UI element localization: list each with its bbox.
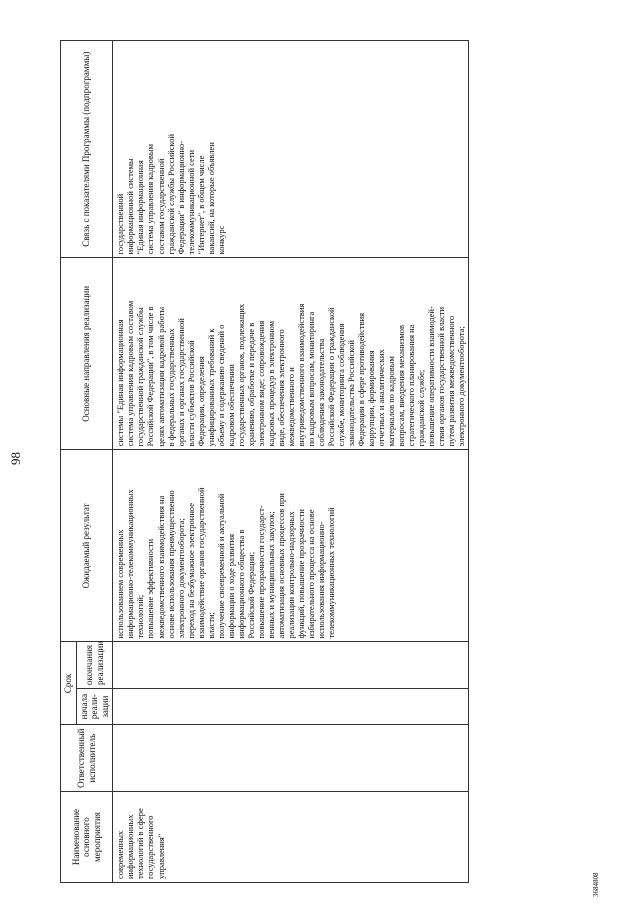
header-link: Связь с показателями Программы (подпрограммы) — [61, 41, 113, 258]
header-term: Срок — [61, 642, 77, 725]
cell-name: современных информационных технологий в сфере государственного управления" — [113, 792, 469, 883]
header-directions: Основные направления реализации — [61, 258, 113, 450]
document-code: 3684808 — [592, 872, 600, 897]
header-responsible: Ответственный исполнитель — [61, 725, 113, 792]
page-number: 98 — [8, 452, 23, 465]
program-table — [60, 40, 469, 883]
cell-directions: системы "Единая информационная система управления кадровым составом государственной гражданской службы Российской Федерации", в том числе в целях автоматизации кадровой работы в федеральных государственных органах и органах государственной власти субъектов Российской Федерации, определения унифицированных требований к объему и содержанию сведений о кадровом обеспечении государственных органов, подлежащих хранению, обработке и передаче в электронном виде; сопровождения кадровых процедур в электронном виде, обеспечения электронного межведомственного и внутриведомственного взаимодействия по кадровым вопросам, мониторинга соблюдения законодательства Российской Федерации о гражданской службе, мониторинга соблюдения законодательства Российской Федерации в сфере противодействия коррупции, формирования отчетных и аналитических материалов по кадровым вопросам, внедрения механизмов стратегического планирования на гражданской службе; повышение оперативности взаимодей- ствия органов государственной власти путем развития межведомственного электронного документооборота; — [113, 258, 469, 450]
cell-responsible — [113, 725, 469, 792]
cell-end — [113, 642, 469, 689]
header-result: Ожидаемый результат — [61, 450, 113, 642]
header-row-1 — [61, 41, 77, 883]
cell-start — [113, 688, 469, 724]
header-start: начала реали-зации — [76, 688, 113, 724]
header-name: Наименование основного мероприятия — [61, 792, 113, 883]
header-end: окончания реализации — [76, 642, 113, 689]
cell-link: государственной информационной системы "Единая информационная система управления кадровым составом государственной гражданской службы Российской Федерации" в информационно- телекоммуникационной сети "Интернет", в общем числе вакансий, на которые объявлен конкурс — [113, 41, 469, 258]
table-row — [113, 41, 469, 883]
cell-result: использованием современных информационно-телекоммуникационных технологий; повышение эффективности межведомственного взаимодействия на основе использования преимущественно электронного документооборота; переход на безбумажное электронное взаимодействие органов государственной власти; получение своевременной и актуальной информации о ходе развития информационного общества в Российской Федерации; повышение прозрачности государст- венных и муниципальных закупок; автоматизация основных процессов при реализации контрольно-надзорных функций, повышение прозрачности избирательного процесса на основе использования информационно- телекоммуникационных технологий — [113, 450, 469, 642]
